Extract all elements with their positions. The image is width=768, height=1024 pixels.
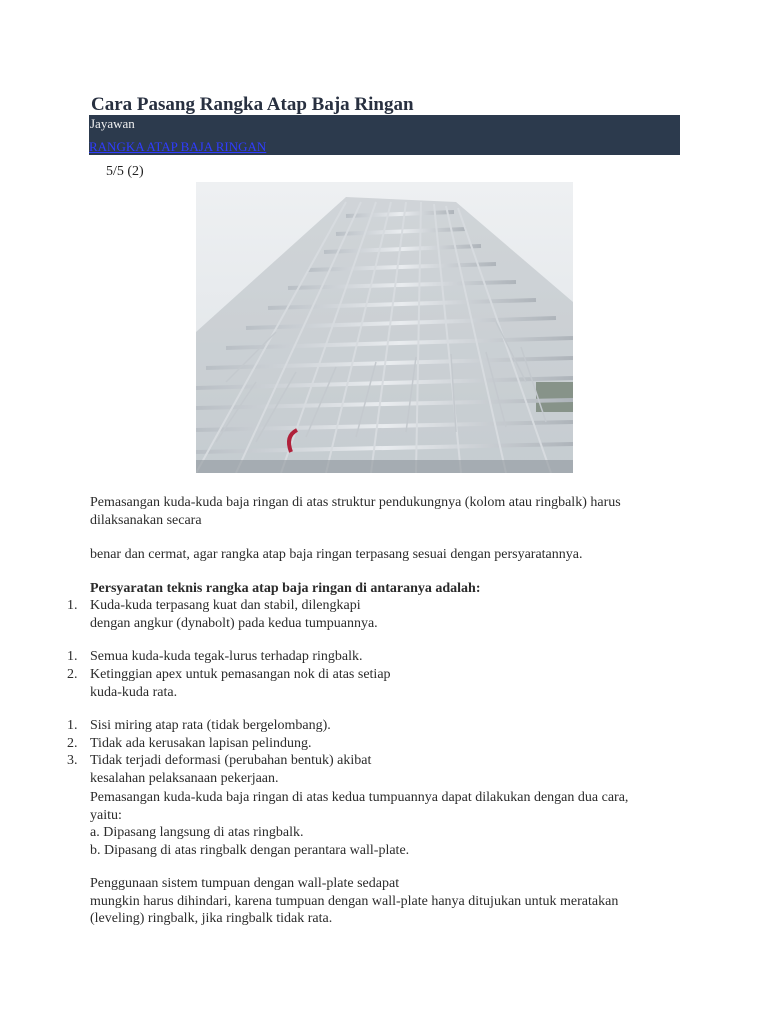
installation-line-1: Pemasangan kuda-kuda baja ringan di atas kedua tumpuannya dapat dilakukan dengan dua cara, — [90, 790, 629, 805]
list-item-line: Kuda-kuda terpasang kuat dan stabil, dilengkapi — [90, 598, 361, 613]
intro-line-1: Pemasangan kuda-kuda baja ringan di atas struktur pendukungnya (kolom atau ringbalk) harus — [90, 495, 621, 510]
wallplate-paragraph — [90, 875, 618, 928]
option-a: a. Dipasang langsung di atas ringbalk. — [90, 825, 304, 840]
roof-truss-photo — [196, 182, 573, 473]
installation-line-2: yaitu: — [90, 807, 122, 823]
intro-paragraph — [90, 494, 690, 529]
list-item-line: kuda-kuda rata. — [90, 684, 178, 700]
wallplate-line-1: Penggunaan sistem tumpuan dengan wall-plate sedapat — [90, 876, 400, 891]
list-item-line: Tidak terjadi deformasi (perubahan bentuk) akibat — [90, 753, 372, 768]
list-number: 1. — [67, 649, 78, 664]
option-b: b. Dipasang di atas ringbalk dengan perantara wall-plate. — [90, 842, 410, 858]
list-item-line: Ketinggian apex untuk pemasangan nok di atas setiap — [90, 667, 391, 682]
intro-line-2: dilaksanakan secara — [90, 512, 202, 528]
rating: 5/5 (2) — [106, 164, 144, 179]
list-item: Semua kuda-kuda tegak-lurus terhadap ringbalk. — [90, 649, 363, 664]
wallplate-line-2: mungkin harus dihindari, karena tumpuan dengan wall-plate hanya ditujukan untuk meratakan — [90, 893, 619, 909]
category-link[interactable]: RANGKA ATAP BAJA RINGAN — [89, 139, 267, 154]
list-number: 2. — [67, 736, 78, 751]
list-item-line: kesalahan pelaksanaan pekerjaan. — [90, 770, 279, 786]
installation-paragraph — [90, 789, 628, 859]
list-number: 1. — [67, 598, 78, 613]
author-category-bar — [89, 115, 680, 155]
list-item: Sisi miring atap rata (tidak bergelombang). — [90, 718, 331, 733]
document-title: Cara Pasang Rangka Atap Baja Ringan — [91, 94, 414, 115]
list-item: Tidak ada kerusakan lapisan pelindung. — [90, 736, 312, 751]
list-item — [90, 597, 378, 632]
wallplate-line-3: (leveling) ringbalk, jika ringbalk tidak rata. — [90, 911, 333, 926]
list-number: 1. — [67, 718, 78, 733]
author-name[interactable]: Jayawan — [90, 116, 135, 131]
requirements-heading: Persyaratan teknis rangka atap baja ringan di antaranya adalah: — [90, 581, 481, 596]
list-number: 2. — [67, 667, 78, 682]
list-item — [90, 752, 371, 787]
list-item-line: dengan angkur (dynabolt) pada kedua tumpuannya. — [90, 615, 378, 631]
second-paragraph: benar dan cermat, agar rangka atap baja ringan terpasang sesuai dengan persyaratannya. — [90, 547, 583, 562]
list-number: 3. — [67, 753, 78, 768]
list-item — [90, 666, 391, 701]
roof-base — [196, 460, 573, 473]
